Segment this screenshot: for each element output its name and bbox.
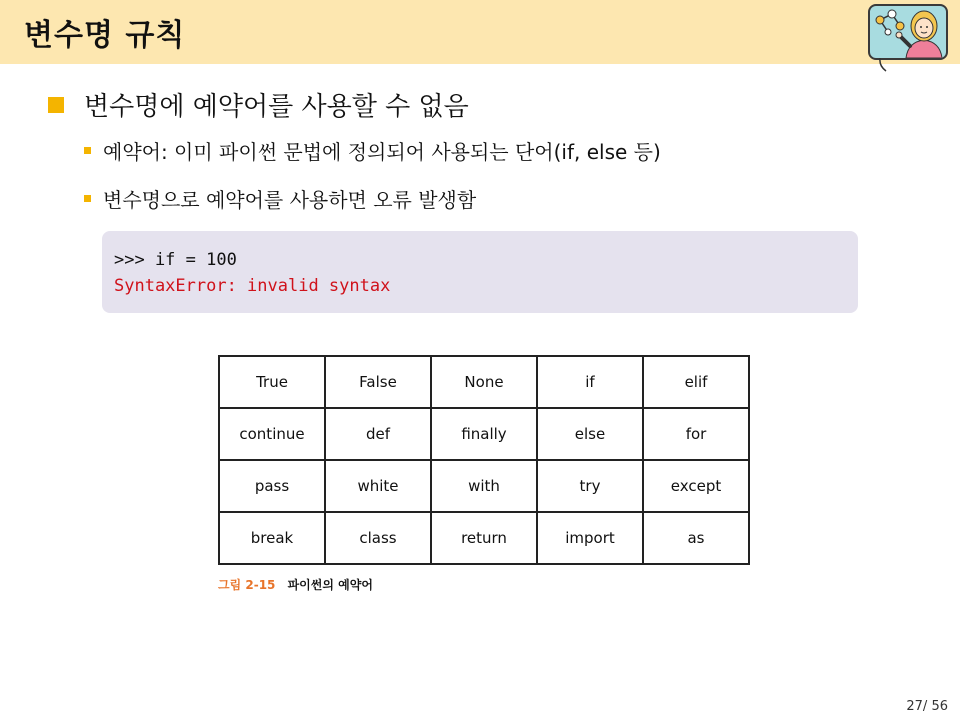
figure-number: 그림 2-15 [218, 578, 276, 592]
sub-bullet-text: 예약어: 이미 파이썬 문법에 정의되어 사용되는 단어(if, else 등) [103, 140, 661, 164]
keyword-cell: return [431, 512, 537, 564]
table-row [219, 408, 749, 460]
figure-caption [218, 576, 373, 593]
keyword-cell: None [431, 356, 537, 408]
keyword-cell: break [219, 512, 325, 564]
main-bullet [48, 86, 469, 123]
figure-caption-text: 파이썬의 예약어 [287, 578, 373, 592]
keyword-cell: import [537, 512, 643, 564]
keyword-cell: finally [431, 408, 537, 460]
keyword-cell: False [325, 356, 431, 408]
table-row [219, 356, 749, 408]
keyword-cell: if [537, 356, 643, 408]
speech-tail-icon [878, 58, 888, 72]
keyword-cell: as [643, 512, 749, 564]
code-line-input: >>> if = 100 [114, 250, 237, 270]
keyword-cell: else [537, 408, 643, 460]
keyword-cell: except [643, 460, 749, 512]
keyword-cell: with [431, 460, 537, 512]
keyword-cell: for [643, 408, 749, 460]
keyword-cell: continue [219, 408, 325, 460]
page-title: 변수명 규칙 [24, 18, 186, 53]
small-square-bullet-icon [84, 195, 91, 202]
sub-bullet-text: 변수명으로 예약어를 사용하면 오류 발생함 [103, 188, 477, 212]
keyword-cell: True [219, 356, 325, 408]
keyword-cell: elif [643, 356, 749, 408]
code-line-error: SyntaxError: invalid syntax [114, 276, 391, 296]
table-row [219, 512, 749, 564]
square-bullet-icon [48, 97, 64, 113]
keyword-cell: def [325, 408, 431, 460]
keyword-cell: white [325, 460, 431, 512]
sub-bullet-2 [84, 184, 476, 213]
sub-bullet-1 [84, 136, 661, 165]
keyword-cell: class [325, 512, 431, 564]
table-row [219, 460, 749, 512]
teacher-avatar-icon [868, 4, 948, 60]
header-bar [0, 0, 960, 64]
small-square-bullet-icon [84, 147, 91, 154]
code-block [102, 231, 858, 313]
page-number: 27/ 56 [906, 699, 948, 714]
keyword-cell: try [537, 460, 643, 512]
keyword-cell: pass [219, 460, 325, 512]
keyword-table [218, 355, 750, 565]
main-bullet-text: 변수명에 예약어를 사용할 수 없음 [84, 92, 469, 122]
